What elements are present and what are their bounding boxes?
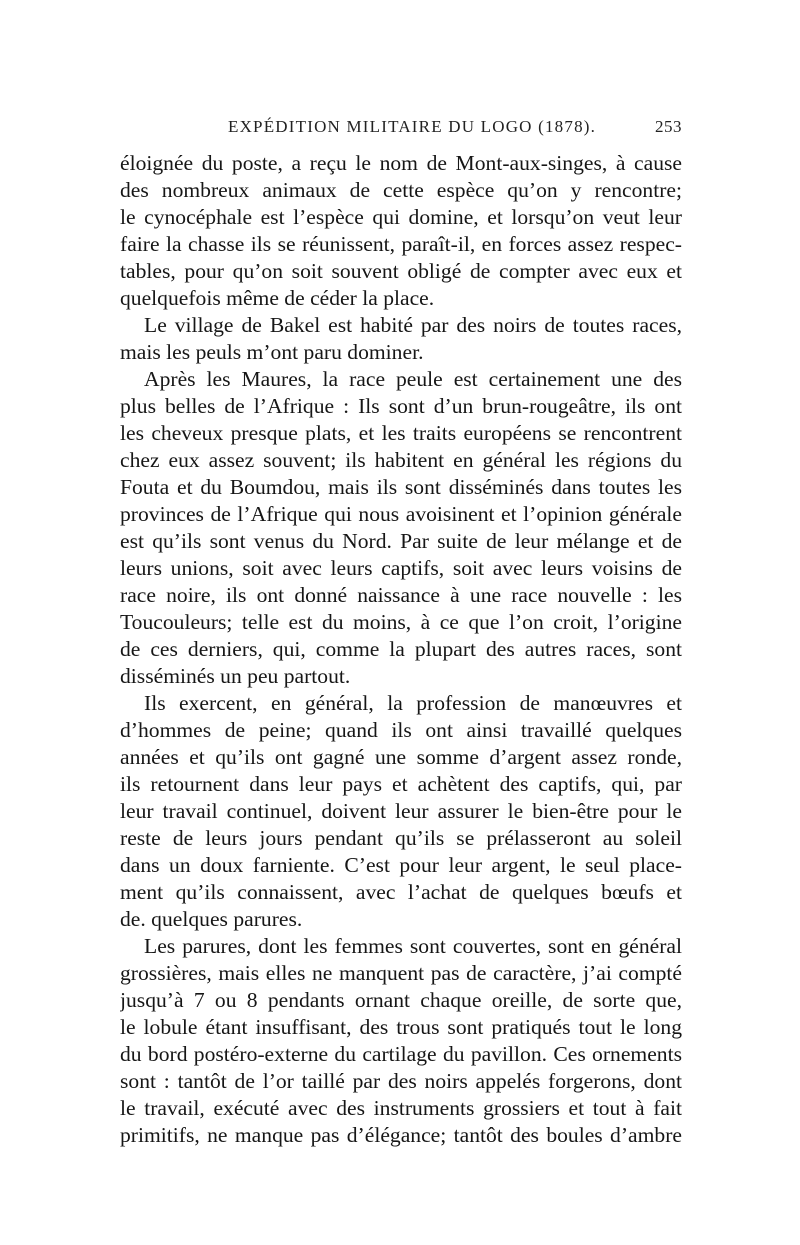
text-line: éloignée du poste, a reçu le nom de Mont-aux-singes, à cause (120, 151, 682, 175)
text-line: Ils exercent, en général, la profession de manœuvres et (144, 691, 682, 715)
text-line: Fouta et du Boumdou, mais ils sont disséminés dans toutes les (120, 475, 682, 499)
text-line: leurs unions, soit avec leurs captifs, soit avec leurs voisins de (120, 556, 682, 580)
text-line: ment qu’ils connaissent, avec l’achat de quelques bœufs et (120, 880, 682, 904)
text-line: Après les Maures, la race peule est certainement une des (144, 367, 682, 391)
text-line: plus belles de l’Afrique : Ils sont d’un brun-rougeâtre, ils ont (120, 394, 682, 418)
text-line: chez eux assez souvent; ils habitent en général les régions du (120, 448, 682, 472)
text-line: d’hommes de peine; quand ils ont ainsi travaillé quelques (120, 718, 682, 742)
text-line: du bord postéro-externe du cartilage du pavillon. Ces ornements (120, 1042, 682, 1066)
text-line: le travail, exécuté avec des instruments grossiers et tout à fait (120, 1096, 682, 1120)
text-line: Toucouleurs; telle est du moins, à ce que l’on croit, l’origine (120, 610, 682, 634)
text-line: mais les peuls m’ont paru dominer. (120, 340, 424, 364)
text-line: Les parures, dont les femmes sont couvertes, sont en général (144, 934, 682, 958)
text-line: de ces derniers, qui, comme la plupart des autres races, sont (120, 637, 682, 661)
text-line: années et qu’ils ont gagné une somme d’argent assez ronde, (120, 745, 682, 769)
text-line: leur travail continuel, doivent leur assurer le bien-être pour le (120, 799, 682, 823)
text-line: le cynocéphale est l’espèce qui domine, et lorsqu’on veut leur (120, 205, 682, 229)
text-line: ils retournent dans leur pays et achètent des captifs, qui, par (120, 772, 682, 796)
text-line: quelquefois même de céder la place. (120, 286, 435, 310)
running-head (120, 117, 682, 143)
text-line: sont : tantôt de l’or taillé par des noirs appelés forgerons, dont (120, 1069, 682, 1093)
text-line: disséminés un peu partout. (120, 664, 351, 688)
text-line: grossières, mais elles ne manquent pas de caractère, j’ai compté (120, 961, 682, 985)
text-line: des nombreux animaux de cette espèce qu’on y rencontre; (120, 178, 682, 202)
text-line: primitifs, ne manque pas d’élégance; tantôt des boules d’ambre (120, 1123, 682, 1147)
text-line: le lobule étant insuffisant, des trous sont pratiqués tout le long (120, 1015, 682, 1039)
text-line: jusqu’à 7 ou 8 pendants ornant chaque oreille, de sorte que, (120, 988, 682, 1012)
text-line: dans un doux farniente. C’est pour leur argent, le seul place- (120, 853, 682, 877)
body-text (120, 150, 682, 1149)
text-line: reste de leurs jours pendant qu’ils se prélasseront au soleil (120, 826, 682, 850)
text-line: est qu’ils sont venus du Nord. Par suite de leur mélange et de (120, 529, 682, 553)
text-line: les cheveux presque plats, et les traits européens se rencontrent (120, 421, 682, 445)
text-line: race noire, ils ont donné naissance à une race nouvelle : les (120, 583, 682, 607)
text-line: de. quelques parures. (120, 907, 303, 931)
running-title: EXPÉDITION MILITAIRE DU LOGO (1878). (228, 117, 597, 136)
text-line: tables, pour qu’on soit souvent obligé de compter avec eux et (120, 259, 682, 283)
text-line: Le village de Bakel est habité par des noirs de toutes races, (144, 313, 682, 337)
text-line: faire la chasse ils se réunissent, paraît-il, en forces assez respec- (120, 232, 682, 256)
page-number: 253 (655, 117, 682, 136)
text-line: provinces de l’Afrique qui nous avoisinent et l’opinion générale (120, 502, 682, 526)
